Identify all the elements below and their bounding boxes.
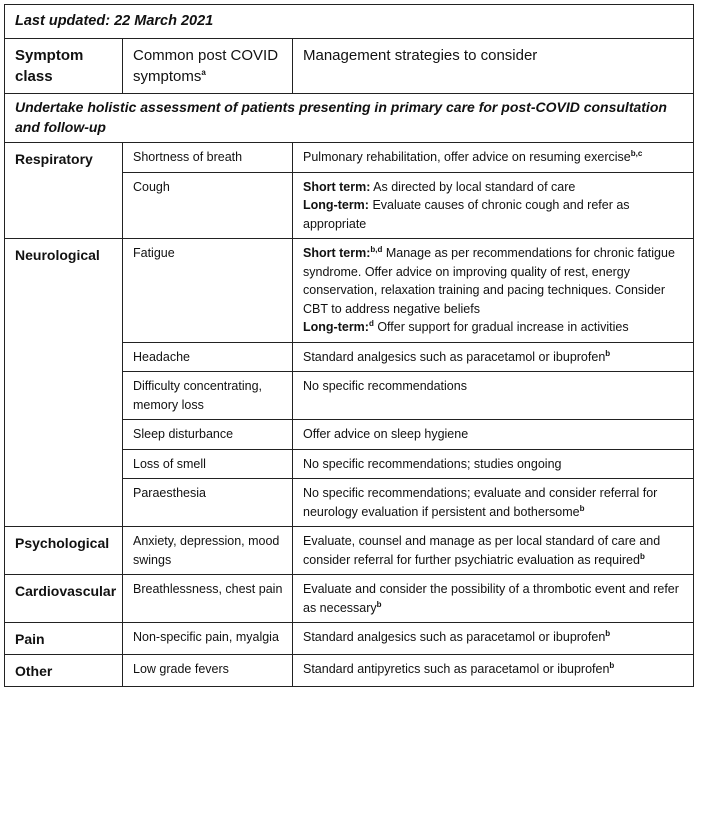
strategy-cell: No specific recommendations [293,372,694,420]
strategy-cell [293,575,694,623]
footnote-marker: b [605,628,611,638]
class-cardiovascular: Cardiovascular [5,575,123,623]
strategy-text: Evaluate and consider the possibility of a thrombotic event and refer as necessary [303,582,679,615]
footnote-marker: b [639,551,645,561]
class-psychological: Psychological [5,527,123,575]
post-covid-management-table [4,4,694,687]
class-other: Other [5,655,123,687]
table-row [5,143,694,173]
footnote-marker: d [368,318,374,328]
footnote-marker: b,c [630,148,643,158]
strategy-text: As directed by local standard of care [370,179,576,194]
symptom-cell: Fatigue [123,239,293,343]
header-symptom-class: Symptom class [5,39,123,94]
symptom-cell: Loss of smell [123,449,293,479]
symptom-cell: Paraesthesia [123,479,293,527]
symptom-cell: Cough [123,172,293,239]
footnote-marker: a [201,68,206,77]
symptom-cell: Low grade fevers [123,655,293,687]
strategy-cell [293,239,694,343]
symptom-cell: Sleep disturbance [123,420,293,450]
strategy-text: Offer support for gradual increase in activities [373,320,629,334]
symptom-cell: Difficulty concentrating, memory loss [123,372,293,420]
short-term-label: Short term: [303,246,371,260]
symptom-cell: Breathlessness, chest pain [123,575,293,623]
table-row [5,239,694,343]
class-neurological: Neurological [5,239,123,527]
last-updated-text: Last updated: 22 March 2021 [5,5,694,39]
class-pain: Pain [5,623,123,655]
long-term-label: Long-term: [303,320,369,334]
table-row [5,527,694,575]
long-term-label: Long-term: [303,198,369,212]
footnote-marker: b [579,503,585,513]
intro-text: Undertake holistic assessment of patients presenting in primary care for post-COVID consultation and follow-up [5,94,694,143]
symptom-cell: Anxiety, depression, mood swings [123,527,293,575]
strategy-text: Standard analgesics such as paracetamol or ibuprofen [303,349,606,364]
short-term-label: Short term: [303,179,371,194]
symptom-cell: Shortness of breath [123,143,293,173]
strategy-text: Evaluate causes of chronic cough and refer as appropriate [303,198,630,231]
strategy-text: No specific recommendations; evaluate and consider referral for neurology evaluation if persistent and bothersome [303,486,658,519]
strategy-cell [293,143,694,173]
footnote-marker: b [605,348,611,358]
strategy-cell: Offer advice on sleep hygiene [293,420,694,450]
strategy-cell [293,479,694,527]
strategy-cell [293,527,694,575]
strategy-cell [293,623,694,655]
symptom-cell: Headache [123,342,293,372]
intro-row [5,94,694,143]
header-row [5,39,694,94]
header-common-symptoms-text: Common post COVID symptoms [133,47,279,85]
strategy-text: Pulmonary rehabilitation, offer advice on resuming exercise [303,150,631,164]
strategy-cell [293,342,694,372]
footnote-marker: b [376,599,382,609]
footnote-marker: b,d [370,244,383,254]
table-row [5,575,694,623]
table-row [5,623,694,655]
strategy-text: Standard analgesics such as paracetamol or ibuprofen [303,630,606,644]
symptom-cell: Non-specific pain, myalgia [123,623,293,655]
strategy-text: Evaluate, counsel and manage as per local standard of care and consider referral for further psychiatric evaluation as required [303,534,661,567]
strategy-cell: No specific recommendations; studies ongoing [293,449,694,479]
table-row [5,655,694,687]
footnote-marker: b [609,660,615,670]
header-common-symptoms [123,39,293,94]
last-updated-row [5,5,694,39]
strategy-text: Manage as per recommendations for chronic fatigue syndrome. Offer advice on improving quality of rest, energy conservation, relaxation training and pacing techniques. Consider CBT to address negative beliefs [303,246,675,316]
strategy-cell [293,172,694,239]
class-respiratory: Respiratory [5,143,123,239]
strategy-text: Standard antipyretics such as paracetamol or ibuprofen [303,662,610,676]
strategy-cell [293,655,694,687]
header-strategies: Management strategies to consider [293,39,694,94]
